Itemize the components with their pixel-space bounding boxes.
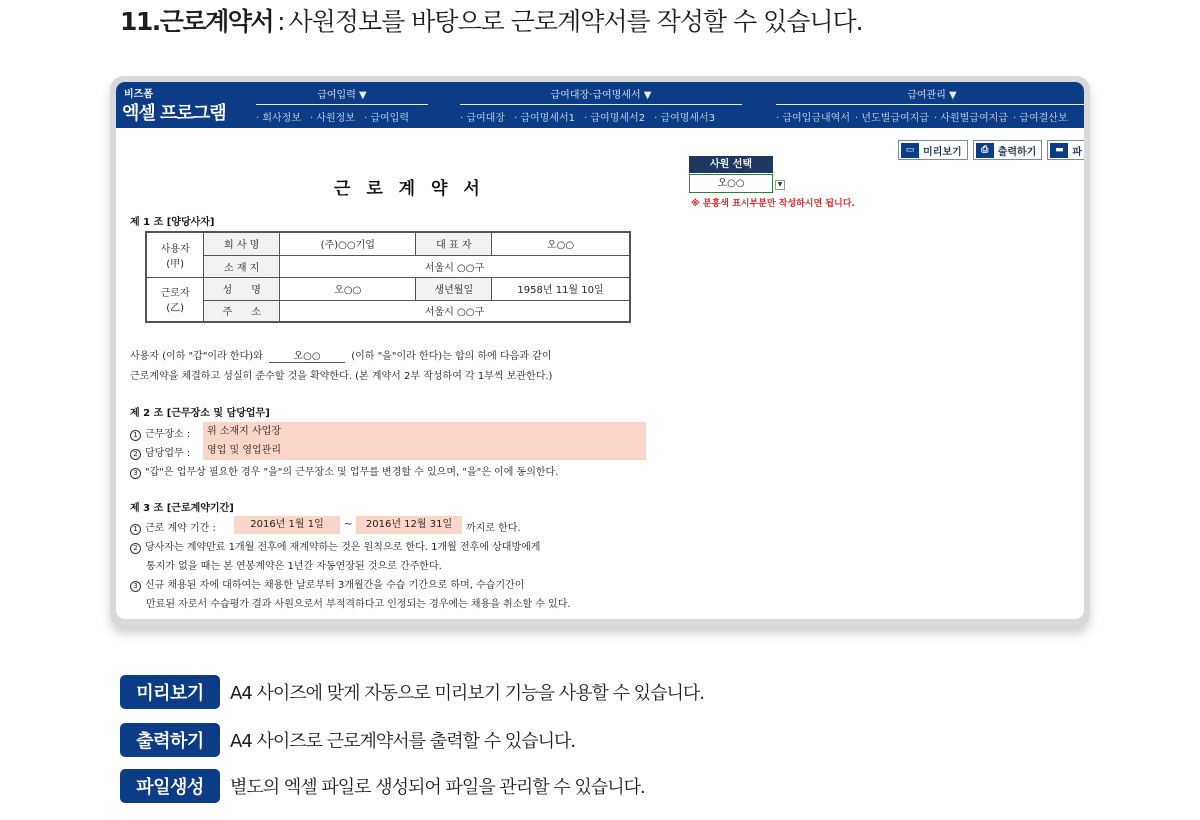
feature-badge-file: 파일생성: [120, 769, 220, 803]
menu-group-payroll-manage: [776, 86, 1084, 124]
print-button[interactable]: [973, 140, 1043, 160]
article-2-title: 제 2 조 [근무장소 및 담당업무]: [130, 408, 270, 419]
menu-item-payslip-1[interactable]: · 급여명세서1: [514, 113, 576, 124]
intro-prefix: 사용자 (이하 "갑"이라 한다)와: [130, 351, 263, 362]
feature-preview: [120, 675, 704, 709]
address-value: 서울시 ○○구: [280, 255, 630, 277]
intro-line-2: 근로계약을 체결하고 성실히 준수할 것을 확약한다. (본 계약서 2부 작성하여 각 1부씩 보관한다.): [130, 371, 553, 382]
preview-button[interactable]: [898, 140, 968, 160]
birth-label: 생년월일: [416, 277, 492, 300]
duties-field[interactable]: 영업 및 영업관리: [203, 441, 646, 460]
menu-group-payroll-input: [256, 86, 428, 124]
feature-badge-print: 출력하기: [120, 723, 220, 757]
menu-item-company-info[interactable]: · 회사정보: [256, 113, 301, 124]
employer-sub: (甲): [166, 258, 185, 270]
company-name-label: 회 사 명: [204, 232, 280, 255]
art3-item-1-label: 1 근로 계약 기간 :: [130, 519, 216, 535]
page-headline: [120, 2, 863, 38]
menu-item-deposit-history[interactable]: · 급여입금내역서: [776, 113, 850, 124]
ceo-label: 대 표 자: [416, 232, 492, 255]
intro-suffix: (이하 "을"이라 한다)는 합의 하에 다음과 같이: [351, 351, 552, 362]
art2-item-1-label: 1 근무장소 :: [130, 425, 190, 441]
feature-text-file: 별도의 엑셀 파일로 생성되어 파일을 관리할 수 있습니다.: [230, 777, 645, 798]
menu-item-payroll-ledger[interactable]: · 급여대장: [460, 113, 505, 124]
feature-text-print: A4 사이즈로 근로계약서를 출력할 수 있습니다.: [230, 731, 576, 752]
birth-value: 1958년 11월 10일: [492, 277, 630, 300]
company-name-value: (주)○○기업: [280, 232, 416, 255]
article-1-title: 제 1 조 [양당사자]: [130, 217, 215, 228]
employee-label: 근로자: [160, 288, 190, 300]
art3-item-1-suffix: 까지로 한다.: [466, 523, 521, 534]
circled-number-1: 1: [130, 430, 141, 441]
feature-text-preview: A4 사이즈에 맞게 자동으로 미리보기 기능을 사용할 수 있습니다.: [230, 683, 704, 704]
menu-item-payroll-entry[interactable]: · 급여입력: [364, 113, 409, 124]
excel-screen: [116, 82, 1084, 619]
circled-number-3b: 3: [130, 581, 141, 592]
art2-item-2-label: 2 담당업무 :: [130, 444, 190, 460]
menu-item-payslip-2[interactable]: · 급여명세서2: [584, 113, 646, 124]
feature-file: [120, 769, 645, 803]
employee-cell: [146, 277, 204, 322]
workplace-field[interactable]: 위 소재지 사업장: [203, 422, 646, 441]
circled-number-3: 3: [130, 468, 141, 479]
file-button-label: 파: [1072, 146, 1082, 158]
menu-title-payroll-input[interactable]: 급여입력 ▼: [256, 86, 428, 105]
preview-button-label: 미리보기: [923, 146, 962, 158]
art3-item-3-line-1: 3 신규 채용된 자에 대하여는 채용한 날로부터 3개월간을 수습 기간으로 하며, 수습기간이: [130, 576, 524, 592]
toolbar: [898, 140, 1084, 160]
menu-group-ledger: [460, 86, 742, 124]
menu-item-settlement[interactable]: · 급여결산보: [1012, 113, 1068, 124]
print-button-label: 출력하기: [997, 146, 1037, 158]
headline-description: 사원정보를 바탕으로 근로계약서를 작성할 수 있습니다.: [288, 7, 863, 36]
ceo-value: 오○○: [492, 232, 630, 255]
party-table: [145, 231, 631, 323]
employee-sub: (乙): [166, 303, 185, 315]
printer-icon: ⎙: [976, 143, 994, 158]
monitor-icon: ▭: [901, 143, 919, 158]
folder-icon: ▬: [1050, 143, 1068, 158]
employer-label: 사용자: [160, 243, 190, 255]
menu-item-employee-pay[interactable]: · 사원별급여지급: [933, 113, 1008, 124]
home-address-value: 서울시 ○○구: [280, 300, 630, 322]
headline-number: 11.: [120, 7, 160, 36]
intro-line-1: [130, 347, 551, 363]
headline-separator: :: [277, 7, 285, 36]
address-label: 소 재 지: [204, 255, 280, 277]
circled-number-2b: 2: [130, 543, 141, 554]
date-range-tilde: ~: [344, 519, 353, 530]
document-title: 근 로 계 약 서: [334, 179, 485, 199]
employee-select-label: 사원 선택: [689, 156, 773, 173]
brand-label: 비즈폼: [124, 89, 153, 100]
name-value: 오○○: [280, 277, 416, 300]
headline-title: 근로계약서: [159, 7, 274, 36]
program-title: 엑셀 프로그램: [122, 103, 226, 124]
circled-number-2: 2: [130, 449, 141, 460]
art3-item-2-line-2: 통지가 없을 때는 본 연봉계약은 1년간 자동연장된 것으로 간주한다.: [146, 561, 442, 572]
screenshot-frame: [110, 76, 1090, 628]
art3-item-2-line-1: 2 당사자는 계약만료 1개월 전후에 재계약하는 것은 원칙으로 한다. 1개월 전후에 상대방에게: [130, 538, 540, 554]
employee-select[interactable]: 오○○: [689, 174, 773, 193]
menu-item-payslip-3[interactable]: · 급여명세서3: [654, 113, 716, 124]
employer-cell: [146, 232, 204, 277]
circled-number-1b: 1: [130, 524, 141, 535]
feature-print: [120, 723, 575, 757]
file-button[interactable]: [1047, 140, 1084, 160]
menu-item-yearly-pay[interactable]: · 년도별급여지급: [854, 113, 929, 124]
contract-end-field[interactable]: 2016년 12월 31일: [356, 516, 462, 534]
name-label: 성 명: [204, 277, 280, 300]
contract-start-field[interactable]: 2016년 1월 1일: [234, 516, 340, 534]
dropdown-arrow-icon[interactable]: ▼: [775, 180, 785, 190]
article-3-title: 제 3 조 [근로계약기간]: [130, 503, 234, 514]
instruction-notice: ※ 분홍색 표시부분만 작성하시면 됩니다.: [691, 199, 855, 209]
home-address-label: 주 소: [204, 300, 280, 322]
menu-title-payroll-manage[interactable]: 급여관리 ▼: [776, 86, 1084, 105]
art3-item-3-line-2: 만료된 자로서 수습평가 결과 사원으로서 부적격하다고 인정되는 경우에는 채용을 취소할 수 있다.: [146, 599, 571, 610]
intro-party-name: 오○○: [269, 347, 345, 363]
feature-badge-preview: 미리보기: [120, 675, 220, 709]
art2-item-3: 3 "갑"은 업무상 필요한 경우 "을"의 근무장소 및 업무를 변경할 수 있으며, "을"은 이에 동의한다.: [130, 463, 558, 479]
menu-item-employee-info[interactable]: · 사원정보: [310, 113, 355, 124]
menu-title-ledger[interactable]: 급여대장·급여명세서 ▼: [460, 86, 742, 105]
program-topbar: [116, 82, 1084, 128]
